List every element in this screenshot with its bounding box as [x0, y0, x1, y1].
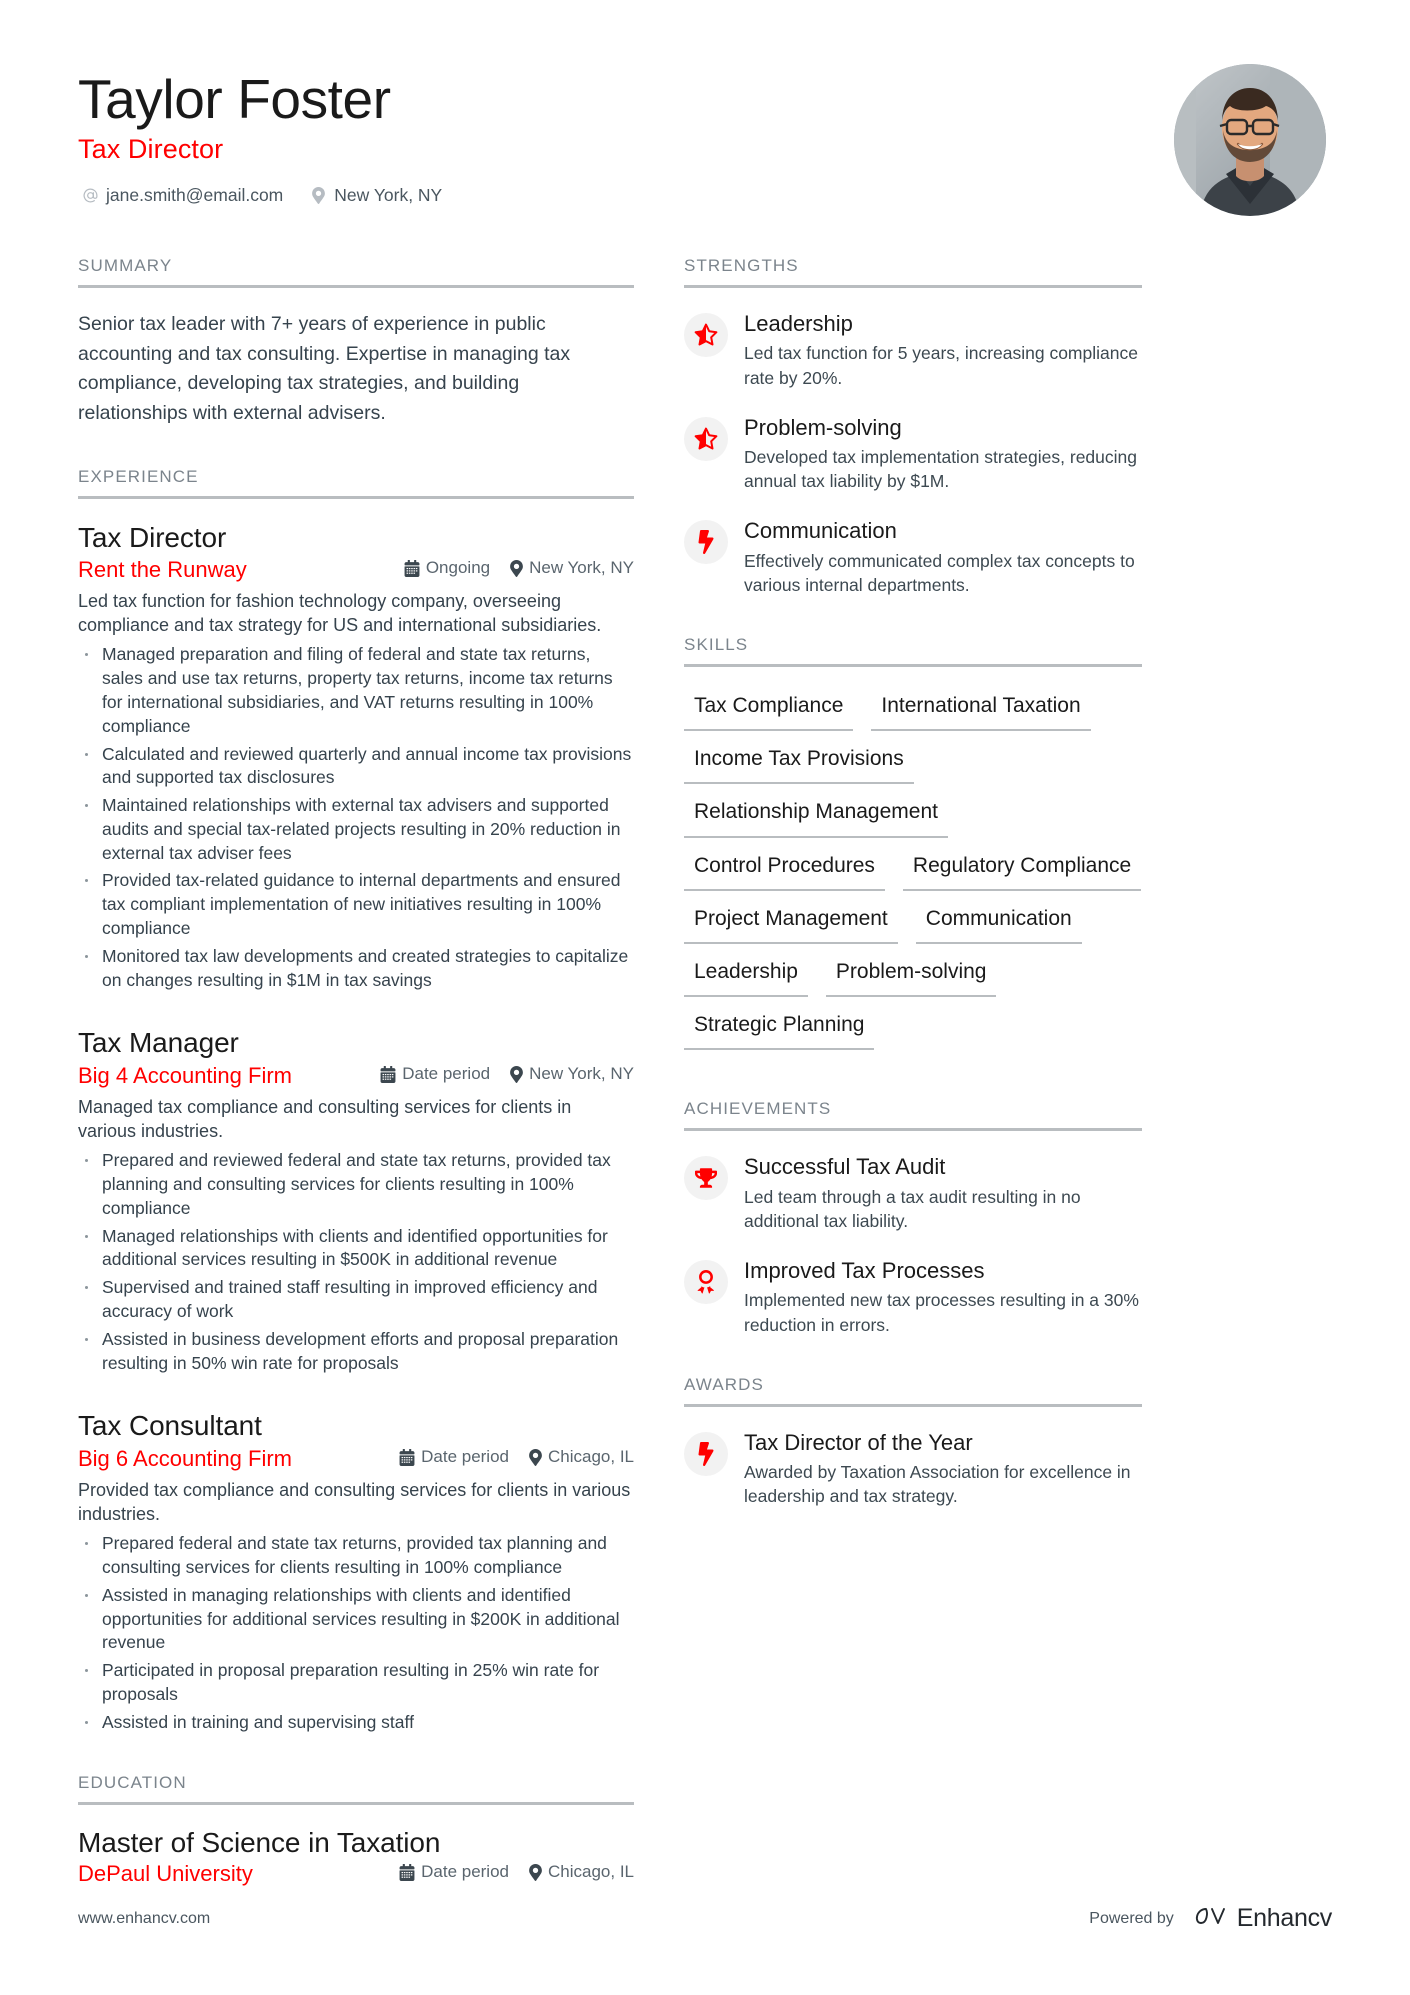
education-location-text: Chicago, IL — [548, 1862, 634, 1882]
right-column — [684, 256, 1142, 1925]
brand — [1192, 1904, 1332, 1933]
experience-date-text: Date period — [421, 1447, 509, 1467]
experience-date-text: Date period — [402, 1064, 491, 1084]
contact-email[interactable] — [82, 185, 283, 206]
achievement-title: Successful Tax Audit — [744, 1154, 946, 1180]
experience-bullet: Managed preparation and filing of federal and state tax returns, sales and use tax returns, property tax returns, income tax returns for international subsidiaries, and VAT returns resulting in 100% compliance — [78, 643, 634, 738]
experience-meta — [78, 1063, 634, 1089]
experience-description: Managed tax compliance and consulting services for clients in various industries. — [78, 1096, 572, 1142]
footer — [78, 1904, 1332, 1933]
contact-email-text: jane.smith@email.com — [106, 185, 284, 206]
skill-pill[interactable]: Tax Compliance — [684, 689, 853, 731]
resume-columns — [78, 256, 1332, 1925]
experience-date — [404, 558, 490, 578]
experience-bullet: Managed relationships with clients and identified opportunities for additional services resulting in $500K in additional revenue — [78, 1225, 634, 1273]
education-date — [399, 1862, 509, 1882]
experience-location — [510, 558, 634, 578]
strength-description: Effectively communicated complex tax concepts to various internal departments. — [744, 550, 1135, 595]
experience-entry — [78, 1026, 634, 1375]
contact-location-text: New York, NY — [334, 185, 443, 206]
trophy-icon — [684, 1156, 728, 1200]
experience-bullet: Participated in proposal preparation resulting in 25% win rate for proposals — [78, 1659, 634, 1707]
skill-pill[interactable]: Relationship Management — [684, 795, 948, 837]
experience-bullet: Assisted in business development efforts and proposal preparation resulting in 50% win rate for proposals — [78, 1328, 634, 1376]
achievement-entry — [684, 1257, 1142, 1337]
award-entry — [684, 1429, 1142, 1509]
strength-entry — [684, 414, 1142, 494]
map-pin-icon — [510, 560, 523, 577]
experience-location-text: Chicago, IL — [548, 1447, 634, 1467]
skill-pill[interactable]: International Taxation — [871, 689, 1090, 731]
experience-date — [399, 1447, 509, 1467]
experience-bullet: Prepared federal and state tax returns, provided tax planning and consulting services for clients resulting in 100% compliance — [78, 1532, 634, 1580]
education-location — [529, 1862, 634, 1882]
experience-bullet: Provided tax-related guidance to internal departments and ensured tax compliant implementation of new initiatives resulting in 100% compliance — [78, 869, 634, 940]
experience-date-text: Ongoing — [425, 558, 491, 578]
skill-pill[interactable]: Regulatory Compliance — [903, 849, 1141, 891]
experience-meta — [78, 557, 634, 583]
education-school: DePaul University — [78, 1860, 253, 1886]
contact-row — [78, 185, 442, 206]
strength-title: Communication — [744, 518, 897, 544]
skill-pill[interactable]: Strategic Planning — [684, 1008, 874, 1050]
skill-pill[interactable]: Leadership — [684, 955, 808, 997]
experience-role: Tax Director — [78, 521, 227, 553]
section-skills — [684, 635, 1142, 1061]
section-title-awards: AWARDS — [684, 1375, 1142, 1407]
map-pin-icon — [529, 1449, 542, 1466]
experience-entry — [78, 521, 634, 993]
calendar-icon — [399, 1449, 415, 1466]
calendar-icon — [399, 1864, 415, 1881]
section-title-strengths: STRENGTHS — [684, 256, 1142, 288]
experience-location — [510, 1064, 634, 1084]
experience-description: Provided tax compliance and consulting services for clients in various industries. — [78, 1479, 631, 1525]
strength-body — [744, 517, 1142, 597]
strength-title: Problem-solving — [744, 414, 902, 440]
summary-text: Senior tax leader with 7+ years of experience in public accounting and tax consulting. Expertise in managing tax compliance, developing tax strategies, and building relationships with external advisers. — [78, 313, 571, 424]
map-pin-icon — [510, 1066, 523, 1083]
avatar — [1174, 64, 1326, 216]
education-entry — [78, 1827, 634, 1887]
experience-location-text: New York, NY — [529, 1064, 634, 1084]
awards-list — [684, 1429, 1142, 1509]
section-title-summary: SUMMARY — [78, 256, 634, 288]
brand-name: Enhancv — [1236, 1904, 1332, 1932]
skill-pill[interactable]: Communication — [916, 902, 1082, 944]
education-date-text: Date period — [421, 1862, 509, 1882]
section-title-education: EDUCATION — [78, 1773, 634, 1805]
skills-list — [684, 689, 1142, 1061]
strength-entry — [684, 517, 1142, 597]
full-name: Taylor Foster — [78, 68, 391, 130]
strength-title: Leadership — [744, 311, 853, 336]
skill-pill[interactable]: Problem-solving — [826, 955, 997, 997]
experience-bullet: Assisted in training and supervising staff — [78, 1711, 634, 1735]
section-strengths — [684, 256, 1142, 597]
footer-url[interactable]: www.enhancv.com — [78, 1909, 211, 1927]
footer-brand-area — [1089, 1904, 1332, 1933]
lightning-bolt-icon — [684, 1432, 728, 1476]
experience-date — [380, 1064, 490, 1084]
section-title-achievements: ACHIEVEMENTS — [684, 1099, 1142, 1131]
left-column — [78, 256, 634, 1925]
header-identity — [78, 62, 442, 206]
award-body — [744, 1429, 1142, 1509]
map-pin-icon — [310, 187, 327, 204]
achievement-description: Led team through a tax audit resulting in no additional tax liability. — [744, 1186, 1081, 1231]
enhancv-logo-icon — [1192, 1904, 1228, 1933]
calendar-icon — [404, 560, 420, 577]
achievement-title: Improved Tax Processes — [744, 1258, 985, 1283]
achievement-description: Implemented new tax processes resulting in a 30% reduction in errors. — [744, 1290, 1139, 1335]
section-title-experience: EXPERIENCE — [78, 467, 634, 499]
resume-header — [78, 62, 1332, 216]
award-description: Awarded by Taxation Association for excellence in leadership and tax strategy. — [744, 1462, 1131, 1507]
section-achievements — [684, 1099, 1142, 1336]
star-half-icon — [684, 417, 728, 461]
experience-entry — [78, 1409, 634, 1734]
skill-pill[interactable]: Project Management — [684, 902, 898, 944]
education-list — [78, 1827, 634, 1887]
strength-entry — [684, 310, 1142, 390]
experience-bullets — [78, 1532, 634, 1734]
strength-description: Developed tax implementation strategies, reducing annual tax liability by $1M. — [744, 447, 1137, 492]
education-meta — [78, 1861, 634, 1887]
experience-company: Big 4 Accounting Firm — [78, 1062, 292, 1088]
section-awards — [684, 1375, 1142, 1509]
experience-location — [529, 1447, 634, 1467]
experience-bullets — [78, 643, 634, 992]
powered-by-label: Powered by — [1089, 1909, 1174, 1927]
experience-bullet: Supervised and trained staff resulting in improved efficiency and accuracy of work — [78, 1276, 634, 1324]
lightning-bolt-icon — [684, 520, 728, 564]
calendar-icon — [380, 1066, 396, 1083]
section-experience — [78, 467, 634, 1735]
experience-bullet: Calculated and reviewed quarterly and annual income tax provisions and supported tax disclosures — [78, 743, 634, 791]
medal-icon — [684, 1260, 728, 1304]
experience-list — [78, 521, 634, 1735]
section-title-skills: SKILLS — [684, 635, 1142, 667]
strengths-list — [684, 310, 1142, 597]
experience-location-text: New York, NY — [529, 558, 634, 578]
experience-bullet: Assisted in managing relationships with clients and identified opportunities for additional services resulting in $200K in additional revenue — [78, 1584, 634, 1655]
experience-role: Tax Manager — [78, 1027, 239, 1059]
skill-pill[interactable]: Income Tax Provisions — [684, 742, 914, 784]
experience-bullet: Maintained relationships with external tax advisers and supported audits and special tax-related projects resulting in 20% reduction in external tax adviser fees — [78, 794, 634, 865]
experience-meta — [78, 1446, 634, 1472]
map-pin-icon — [529, 1864, 542, 1881]
experience-bullet: Prepared and reviewed federal and state tax returns, provided tax planning and consulting services for clients resulting in 100% compliance — [78, 1149, 634, 1220]
experience-bullet: Monitored tax law developments and created strategies to capitalize on changes resulting in $1M in tax savings — [78, 945, 634, 993]
achievement-entry — [684, 1153, 1142, 1233]
at-icon — [82, 187, 99, 204]
education-degree: Master of Science in Taxation — [78, 1826, 441, 1858]
experience-company: Big 6 Accounting Firm — [78, 1445, 292, 1471]
section-summary — [78, 256, 634, 429]
section-education — [78, 1773, 634, 1887]
experience-company: Rent the Runway — [78, 556, 247, 582]
achievement-body — [744, 1257, 1142, 1337]
experience-role: Tax Consultant — [78, 1410, 262, 1442]
experience-bullets — [78, 1149, 634, 1375]
skill-pill[interactable]: Control Procedures — [684, 849, 885, 891]
award-title: Tax Director of the Year — [744, 1429, 973, 1455]
strength-body — [744, 414, 1142, 494]
contact-location — [310, 185, 442, 206]
achievement-body — [744, 1153, 1142, 1233]
job-title: Tax Director — [78, 134, 224, 165]
star-half-icon — [684, 313, 728, 357]
strength-body — [744, 310, 1142, 390]
experience-description: Led tax function for fashion technology company, overseeing compliance and tax strategy for US and international subsidiaries. — [78, 590, 602, 636]
achievements-list — [684, 1153, 1142, 1336]
strength-description: Led tax function for 5 years, increasing compliance rate by 20%. — [744, 343, 1138, 388]
